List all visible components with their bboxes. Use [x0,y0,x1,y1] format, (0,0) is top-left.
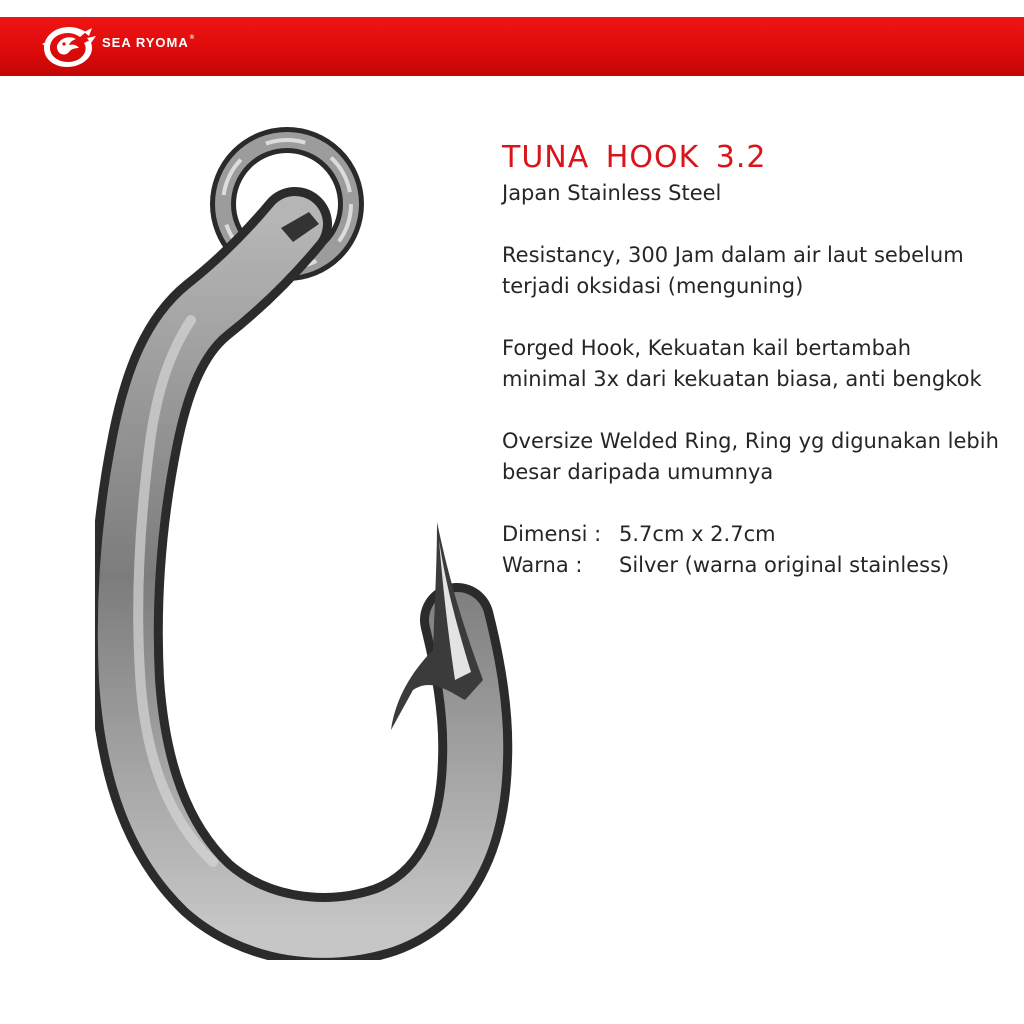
brand-name: SEA RYOMA® [102,35,196,50]
product-info [502,138,1002,581]
spec-label: Dimensi : [502,522,602,546]
feature-welded-ring: Oversize Welded Ring, Ring yg digunakan lebih besar daripada umumnya [502,429,999,484]
spec-warna [502,550,1002,581]
spec-label: Warna : [502,553,583,577]
feature-forged-hook: Forged Hook, Kekuatan kail bertambah minimal 3x dari kekuatan biasa, anti bengkok [502,336,982,391]
brand-banner [0,17,1024,76]
hook-body [126,212,475,930]
product-title: TUNA HOOK 3.2 [502,140,767,175]
product-material: Japan Stainless Steel [502,181,722,205]
dragon-logo-icon [40,24,98,70]
registered-mark: ® [189,35,196,41]
hook-icon [95,120,515,960]
spec-value: 5.7cm x 2.7cm [619,522,776,546]
feature-resistancy: Resistancy, 300 Jam dalam air laut sebelum terjadi oksidasi (menguning) [502,243,964,298]
top-margin [0,0,1024,17]
spec-dimensi [502,519,1002,550]
spec-value: Silver (warna original stainless) [619,553,950,577]
